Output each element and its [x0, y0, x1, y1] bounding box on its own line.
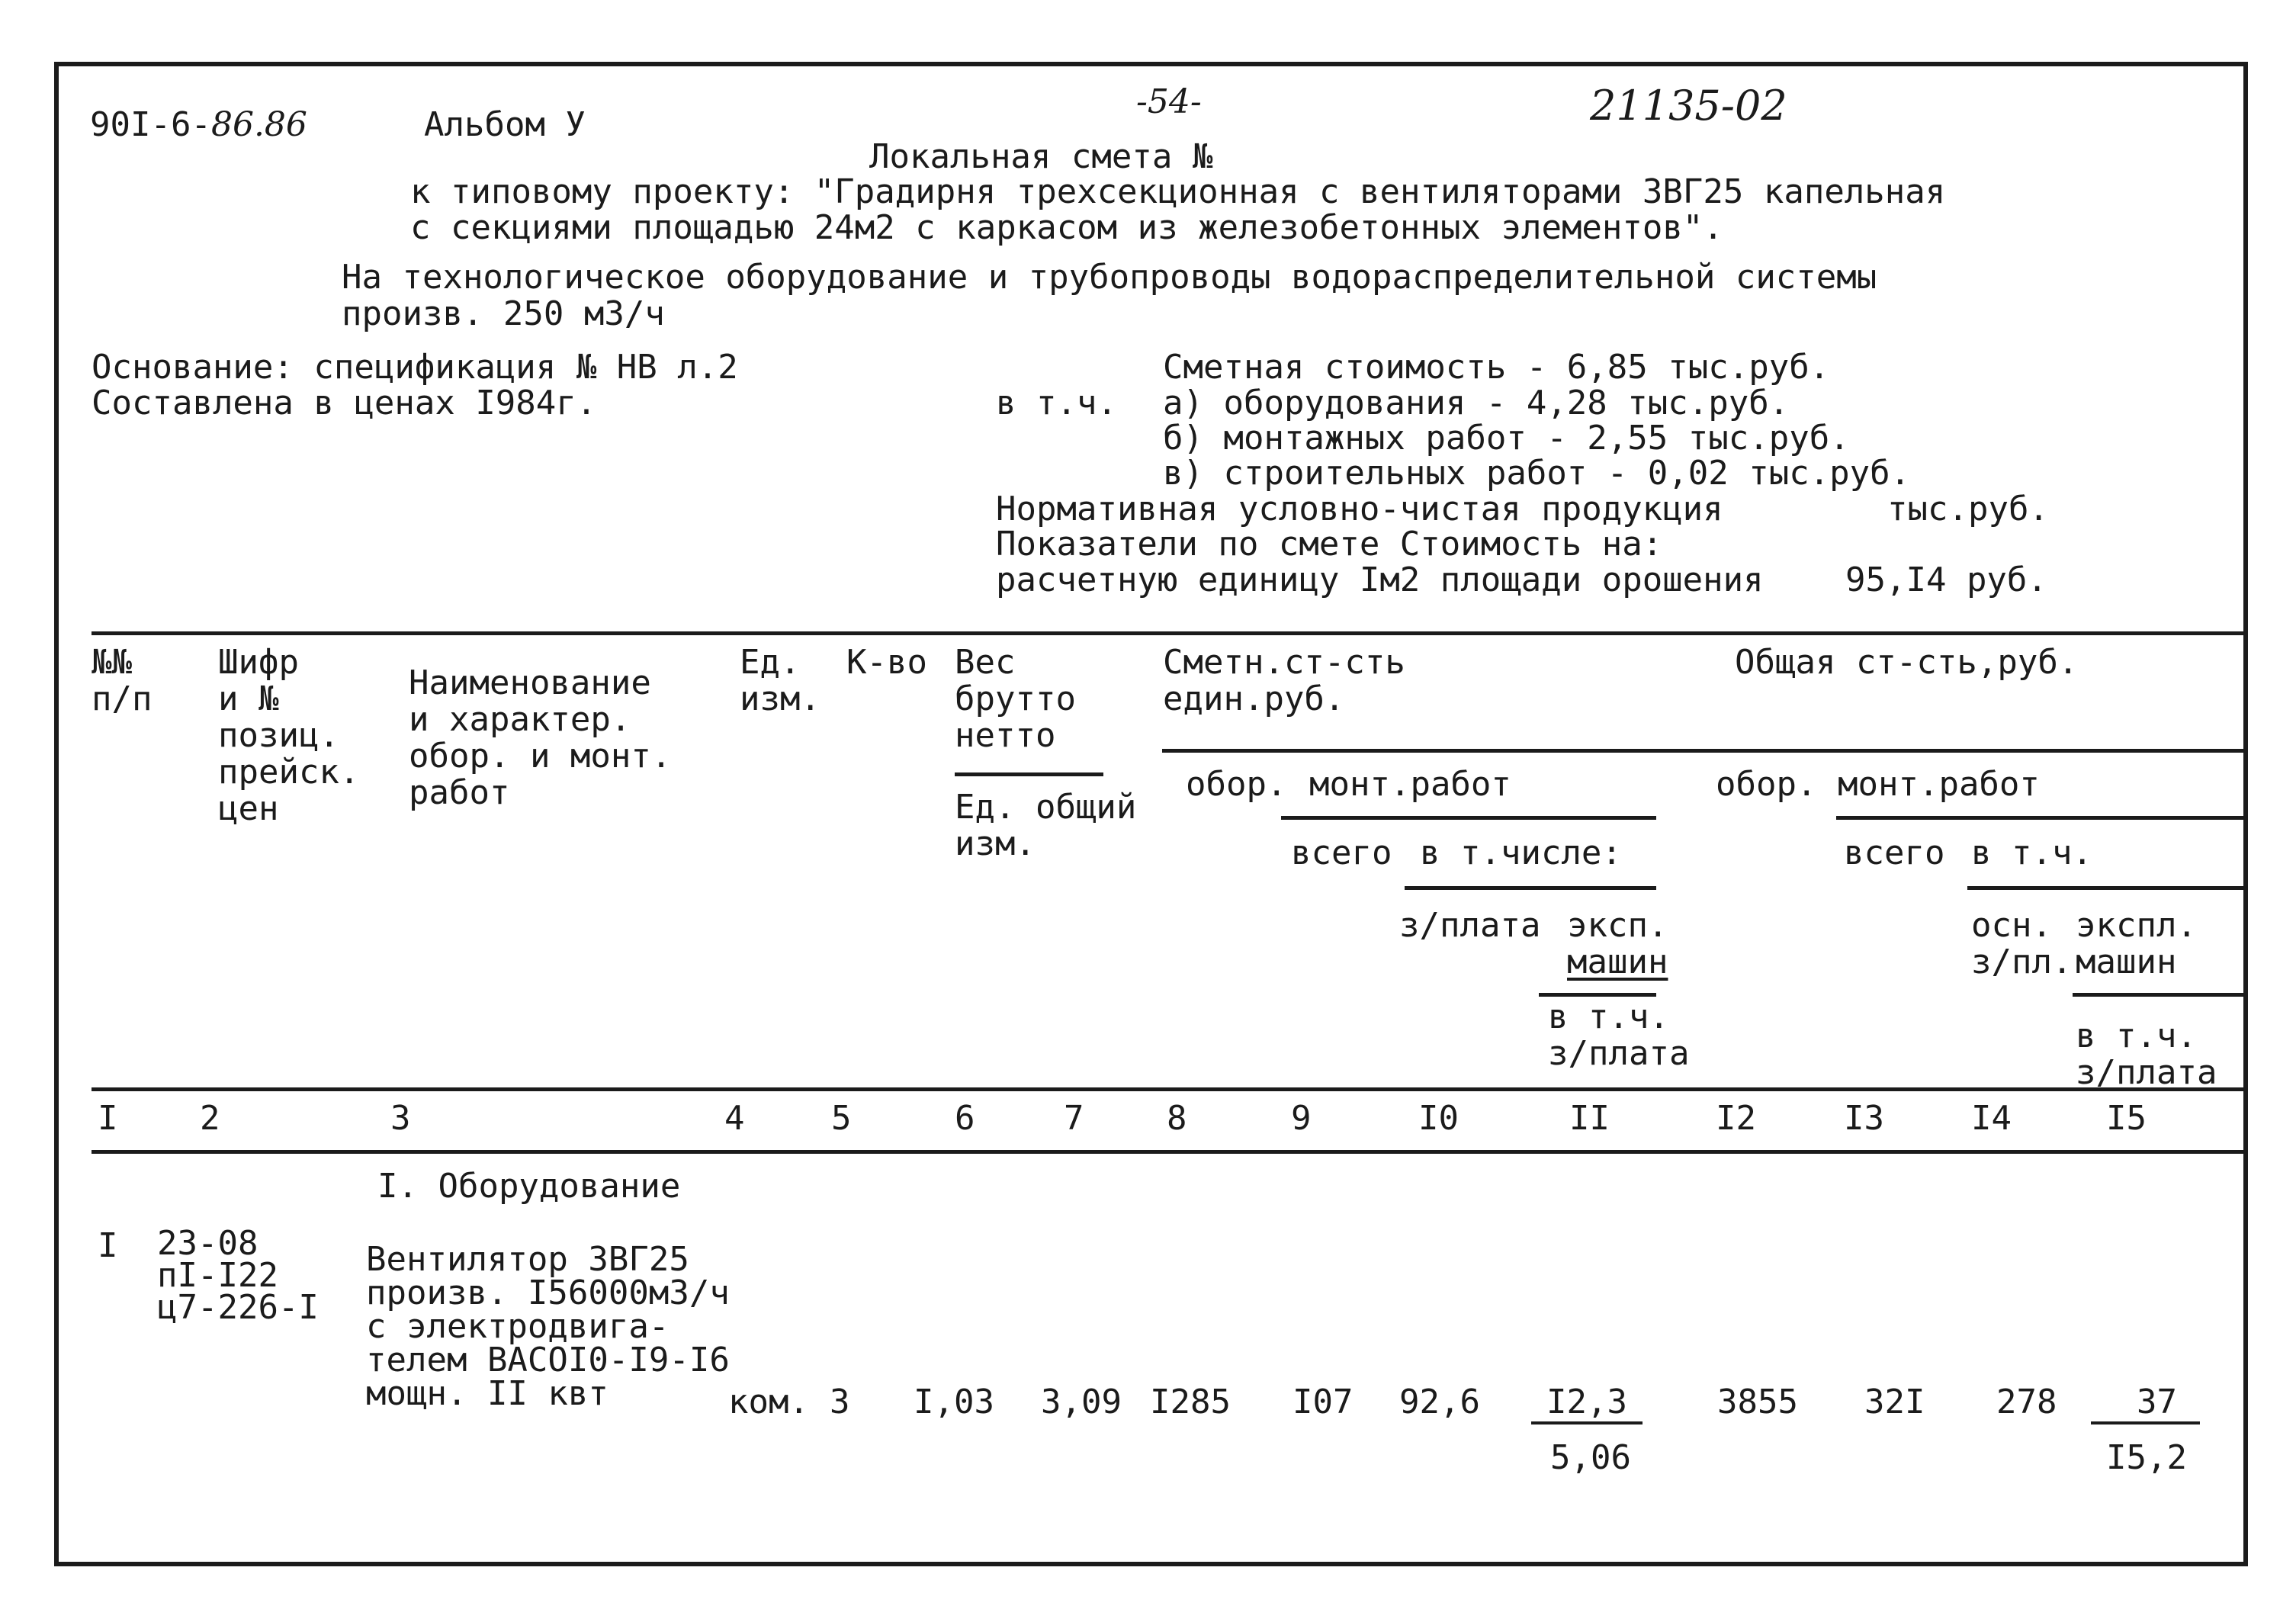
project-line-2: с секциями площадью 24м2 с каркасом из железобетонных элементов".: [410, 208, 1723, 247]
row-number: I: [98, 1226, 118, 1265]
row-unit-equipment: I285: [1150, 1383, 1231, 1421]
cost-equipment: а) оборудования - 4,28 тыс.руб.: [1163, 384, 1790, 422]
rule-inst-split-b: [1836, 816, 2248, 820]
row-total-equipment: 3855: [1717, 1383, 1798, 1421]
column-number: II: [1569, 1099, 1610, 1138]
including-label: в т.ч.: [996, 384, 1117, 422]
header-item-name: Наименование и характер. обор. и монт. работ: [409, 663, 672, 812]
header-total-cost: Общая ст-сть,руб.: [1735, 643, 2079, 682]
row-unit-installation: I07: [1293, 1383, 1354, 1421]
cost-construction: в) строительных работ - 0,02 тыс.руб.: [1163, 454, 1911, 493]
header-including-b: в т.ч.: [1971, 833, 2092, 872]
column-number: 2: [200, 1099, 220, 1138]
header-installation-b: монт.работ: [1838, 765, 2040, 804]
row-price-code: 23-08 пI-I22 ц7-226-I: [157, 1224, 319, 1327]
header-total-a: всего: [1291, 833, 1392, 872]
column-number: 4: [724, 1099, 745, 1138]
row-total-machinery: 37: [2091, 1384, 2200, 1421]
header-incl-wages-a: в т.ч. з/плата: [1548, 997, 1690, 1073]
header-incl-wages-b: в т.ч. з/плата: [2076, 1017, 2217, 1092]
album-label: Альбом У: [424, 105, 586, 144]
column-number: 6: [955, 1099, 975, 1138]
column-number: 7: [1064, 1099, 1084, 1138]
row-total-installation: 32I: [1864, 1383, 1925, 1421]
normative-output-unit: тыс.руб.: [1887, 490, 2049, 528]
rule-weight-split: [955, 772, 1103, 776]
row-item-name: Вентилятор 3ВГ25 произв. I56000м3/ч с электродвига- телем ВАСОI0-I9-I6 мощн. II квт: [366, 1240, 730, 1413]
column-number: 8: [1167, 1099, 1187, 1138]
row-total-wages: 278: [1996, 1383, 2057, 1421]
row-weight-total: 3,09: [1041, 1383, 1122, 1421]
indicators-label: Показатели по смете Стоимость на:: [996, 525, 1663, 564]
header-equipment-b: обор.: [1716, 765, 1817, 804]
rule-inst-split-a: [1281, 816, 1656, 820]
document-code: 90I-6-86.86: [90, 105, 307, 144]
row-weight-unit: I,03: [914, 1383, 994, 1421]
column-number: 9: [1291, 1099, 1312, 1138]
subject-line-2: произв. 250 м3/ч: [342, 294, 665, 333]
header-including-a: в т.числе:: [1420, 833, 1622, 872]
unit-cost-label: расчетную единицу Iм2 площади орошения: [996, 560, 1764, 599]
column-number: 3: [390, 1099, 411, 1138]
column-number: 5: [831, 1099, 852, 1138]
section-title: I. Оборудование: [377, 1167, 681, 1206]
project-line-1: к типовому проекту: "Градирня трехсекционная с вентиляторами 3ВГ25 капельная: [410, 172, 1946, 211]
header-machinery-a: эксп. машин: [1567, 906, 1668, 981]
rule-header-bottom: [92, 1087, 2248, 1091]
estimate-title: Локальная смета №: [869, 137, 1213, 176]
row-unit-machinery: I2,3: [1531, 1384, 1643, 1421]
header-unit-cost: Сметн.ст-сть един.руб.: [1163, 643, 1405, 718]
table-top-rule: [92, 631, 2248, 635]
rule-incl-split-b: [1967, 886, 2248, 890]
document-code-handwritten: 86.86: [210, 105, 307, 144]
unit-cost-value: 95,I4 руб.: [1845, 560, 2047, 599]
header-unit: Ед. изм.: [740, 643, 820, 718]
header-basic-wages-b: осн. з/пл.: [1971, 906, 2073, 981]
row-unit: ком.: [728, 1383, 809, 1421]
header-number: №№ п/п: [92, 643, 153, 718]
header-machinery-b: экспл. машин: [2076, 906, 2197, 981]
header-equipment-a: обор.: [1186, 765, 1287, 804]
column-number: I2: [1716, 1099, 1756, 1138]
header-installation-a: монт.работ: [1309, 765, 1511, 804]
header-total-b: всего: [1844, 833, 1945, 872]
registration-number: 21135-02: [1590, 82, 1787, 130]
header-quantity: К-во: [846, 643, 927, 682]
row-unit-machinery-wages: 5,06: [1550, 1438, 1631, 1477]
header-weight: Вес брутто нетто: [955, 643, 1076, 755]
subject-line-1: На технологическое оборудование и трубопроводы водораспределительной системы: [342, 258, 1877, 297]
cost-total: Сметная стоимость - 6,85 тыс.руб.: [1163, 348, 1830, 387]
rule-mach-split-b: [2073, 993, 2248, 997]
rule-mach-split-a: [1539, 993, 1656, 997]
row-quantity: 3: [830, 1383, 850, 1421]
row-unit-wages: 92,6: [1399, 1383, 1480, 1421]
column-number: I: [98, 1099, 118, 1138]
column-number: I4: [1971, 1099, 2012, 1138]
header-wages-a: з/плата: [1399, 906, 1541, 945]
column-number: I5: [2106, 1099, 2147, 1138]
rule-column-numbers: [92, 1150, 2248, 1154]
column-number: I3: [1844, 1099, 1884, 1138]
column-number: I0: [1418, 1099, 1459, 1138]
rule-cost-split: [1162, 749, 2248, 753]
rule-incl-split-a: [1405, 886, 1656, 890]
normative-output-label: Нормативная условно-чистая продукция: [996, 490, 1723, 528]
price-level: Составлена в ценах I984г.: [92, 384, 597, 422]
row-total-machinery-wages: I5,2: [2106, 1438, 2187, 1477]
cost-installation: б) монтажных работ - 2,55 тыс.руб.: [1163, 419, 1850, 458]
page-number: -54-: [1136, 82, 1202, 121]
estimate-basis: Основание: спецификация № НВ л.2: [92, 348, 738, 387]
header-weight-units: Ед. общий изм.: [955, 788, 1137, 863]
header-price-code: Шифр и № позиц. прейск. цен: [218, 643, 360, 828]
